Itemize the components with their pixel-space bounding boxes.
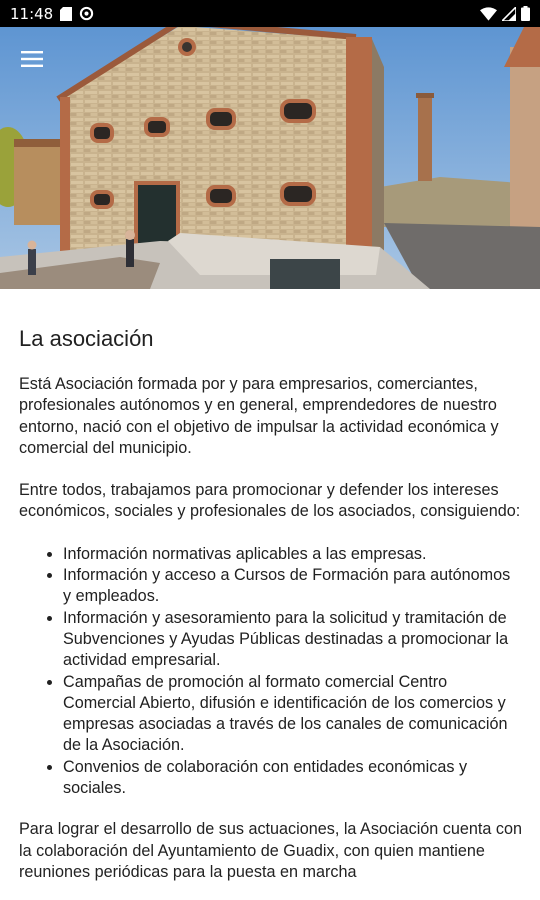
intro-paragraph: Entre todos, trabajamos para promocionar y defender los intereses económicos, sociales y profesionales de los asociados, consiguiendo: <box>19 481 521 521</box>
wifi-icon <box>480 7 497 21</box>
status-bar <box>0 0 540 27</box>
building-photo <box>0 27 540 289</box>
benefits-list <box>19 544 522 800</box>
outro-paragraph: Para lograr el desarrollo de sus actuaciones, la Asociación cuenta con la colaboración del Ayuntamiento de Guadix, con quien mantiene reuniones periódicas para la puesta en marcha <box>19 820 523 881</box>
hamburger-menu-icon[interactable] <box>12 43 52 75</box>
page-title: La asociación <box>19 326 154 351</box>
list-item: • Campañas de promoción al formato comercial Centro Comercial Abierto, difusión e identificación de los comercios y empresas asociadas a través de los canales de comunicación de la Asociación. <box>63 672 522 757</box>
list-item: • Información y asesoramiento para la solicitud y tramitación de Subvenciones y Ayudas Públicas destinadas a promocionar la actividad empresarial. <box>63 608 522 672</box>
list-item: • Información normativas aplicables a las empresas. <box>63 544 522 565</box>
list-item: • Convenios de colaboración con entidades económicas y sociales. <box>63 757 522 800</box>
data-saver-icon <box>79 6 94 21</box>
battery-icon <box>521 6 530 21</box>
list-item: • Información y acceso a Cursos de Formación para autónomos y empleados. <box>63 565 522 608</box>
status-time: 11:48 <box>10 4 54 23</box>
header-photo <box>0 27 540 289</box>
signal-icon <box>502 7 516 21</box>
intro-paragraph: Está Asociación formada por y para empresarios, comerciantes, profesionales autónomos y en general, emprendedores de nuestro entorno, nació con el objetivo de impulsar la actividad económica y comercial del municipio. <box>19 375 499 457</box>
main-content <box>0 289 540 900</box>
sd-card-icon <box>60 7 72 21</box>
